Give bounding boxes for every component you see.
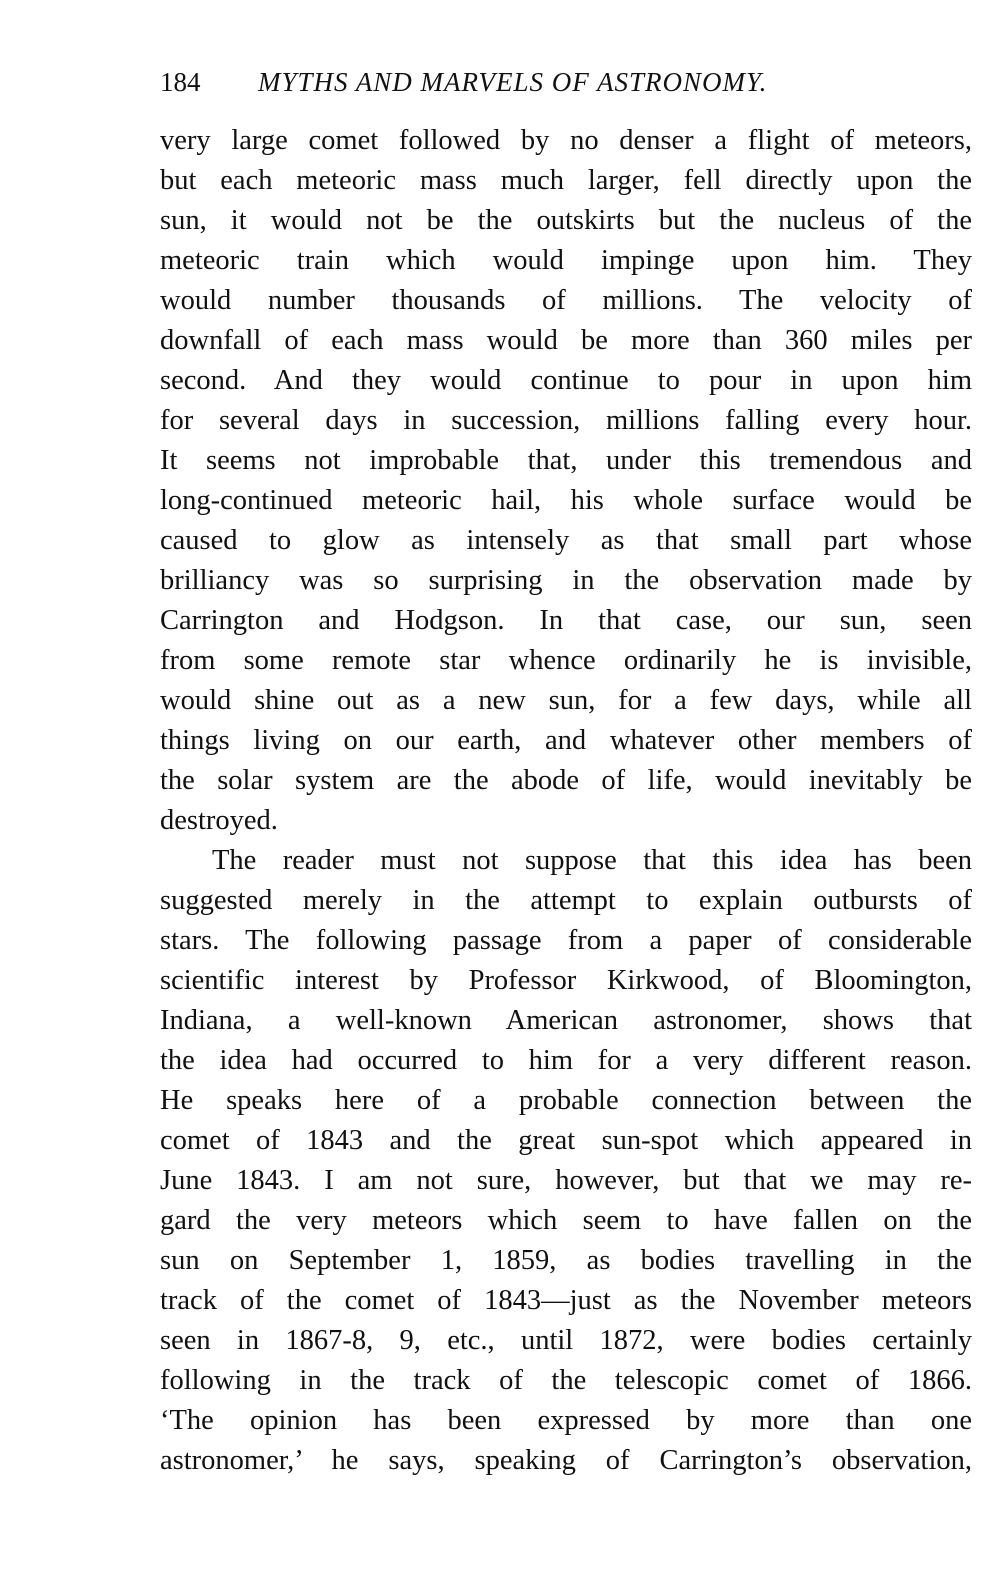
text-line: track of the comet of 1843—just as the November meteors	[160, 1285, 972, 1316]
text-line: gard the very meteors which seem to have fallen on the	[160, 1205, 972, 1236]
page-number: 184	[160, 67, 201, 97]
text-line: long-continued meteoric hail, his whole surface would be	[160, 485, 972, 516]
text-line: but each meteoric mass much larger, fell directly upon the	[160, 165, 972, 196]
text-line: Carrington and Hodgson. In that case, our sun, seen	[160, 605, 972, 636]
text-line: Indiana, a well-known American astronomer, shows that	[160, 1005, 972, 1036]
text-line: caused to glow as intensely as that small part whose	[160, 525, 972, 556]
text-line: sun, it would not be the outskirts but the nucleus of the	[160, 205, 972, 236]
paragraph-start-line: The reader must not suppose that this idea has been	[212, 845, 972, 876]
text-line: would number thousands of millions. The velocity of	[160, 285, 972, 316]
text-line: It seems not improbable that, under this tremendous and	[160, 445, 972, 476]
text-line: scientific interest by Professor Kirkwood, of Bloomington,	[160, 965, 972, 996]
text-line: astronomer,’ he says, speaking of Carrington’s observation,	[160, 1445, 972, 1476]
text-line: seen in 1867-8, 9, etc., until 1872, were bodies certainly	[160, 1325, 972, 1356]
text-line: brilliancy was so surprising in the observation made by	[160, 565, 972, 596]
text-line: He speaks here of a probable connection between the	[160, 1085, 972, 1116]
text-line: the idea had occurred to him for a very different reason.	[160, 1045, 972, 1076]
body-text	[160, 121, 972, 1481]
page-header	[160, 62, 972, 102]
text-line: stars. The following passage from a paper of considerable	[160, 925, 972, 956]
running-title: MYTHS AND MARVELS OF ASTRONOMY.	[258, 67, 768, 97]
text-line: from some remote star whence ordinarily he is invisible,	[160, 645, 972, 676]
text-line: June 1843. I am not sure, however, but that we may re-	[160, 1165, 972, 1196]
text-line: ‘The opinion has been expressed by more than one	[160, 1405, 972, 1436]
text-line: comet of 1843 and the great sun-spot which appeared in	[160, 1125, 972, 1156]
text-line: following in the track of the telescopic comet of 1866.	[160, 1365, 972, 1396]
text-line: would shine out as a new sun, for a few days, while all	[160, 685, 972, 716]
text-line: for several days in succession, millions falling every hour.	[160, 405, 972, 436]
text-line: things living on our earth, and whatever other members of	[160, 725, 972, 756]
text-line: very large comet followed by no denser a flight of meteors,	[160, 125, 972, 156]
paragraph-end-line: destroyed.	[160, 805, 278, 836]
text-line: sun on September 1, 1859, as bodies travelling in the	[160, 1245, 972, 1276]
text-line: the solar system are the abode of life, would inevitably be	[160, 765, 972, 796]
text-line: meteoric train which would impinge upon him. They	[160, 245, 972, 276]
text-line: downfall of each mass would be more than 360 miles per	[160, 325, 972, 356]
text-line: second. And they would continue to pour in upon him	[160, 365, 972, 396]
text-line: suggested merely in the attempt to explain outbursts of	[160, 885, 972, 916]
